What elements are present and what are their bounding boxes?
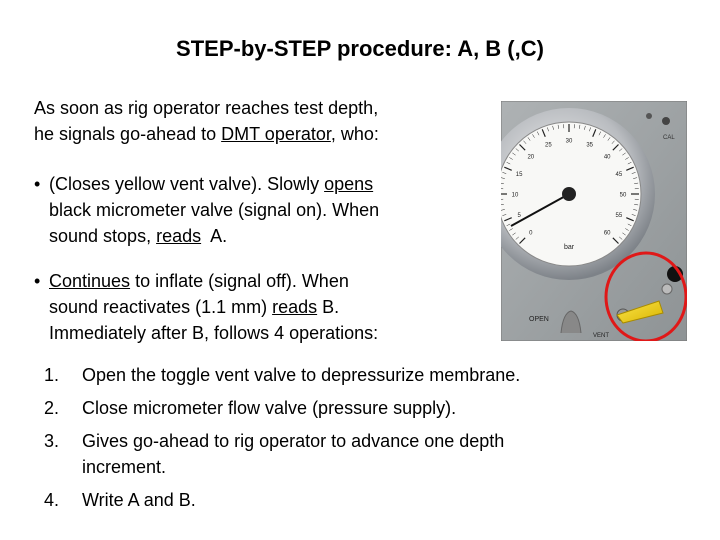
list-number: 4. — [44, 490, 60, 510]
bullet-text-span: B. — [317, 297, 340, 317]
gauge-tick-label: 25 — [544, 142, 552, 149]
intro-paragraph — [34, 95, 379, 147]
intro-line-1: As soon as rig operator reaches test depth, — [34, 98, 379, 118]
cal-label: CAL — [663, 135, 675, 141]
bullet-dot: • — [34, 174, 41, 194]
bullet-text-line: black micrometer valve (signal on). When — [49, 200, 380, 220]
intro-text-end: , who: — [330, 124, 379, 144]
underlined-word: opens — [324, 174, 374, 194]
bullet-text-line: Immediately after B, follows 4 operations: — [49, 323, 379, 343]
gauge-tick-label: 30 — [565, 138, 573, 145]
gauge-tick-label: 45 — [615, 171, 623, 178]
panel-bolt — [646, 113, 652, 119]
gauge-tick-label: 55 — [615, 213, 623, 220]
list-text-line: Gives go-ahead to rig operator to advance one depth — [82, 431, 505, 451]
gauge-tick-label: 60 — [603, 230, 611, 237]
bullet-dot: • — [34, 271, 41, 291]
control-panel-photo — [501, 101, 687, 341]
list-text: Close micrometer flow valve (pressure supply). — [82, 398, 457, 418]
bullet-text — [49, 171, 379, 249]
gauge-tick-label: 5 — [517, 213, 521, 220]
bullet-text-span: to inflate (signal off). When — [130, 271, 349, 291]
gauge-tick-label: 35 — [586, 142, 594, 149]
gauge-unit-label: bar — [563, 244, 575, 251]
dmt-operator-link[interactable]: DMT operator — [221, 124, 331, 144]
gauge-hub — [562, 187, 576, 201]
list-text — [82, 428, 504, 480]
bullet-text-span: (Closes yellow vent valve). Slowly — [49, 174, 325, 194]
gauge-tick-label: 40 — [603, 154, 611, 161]
list-number: 1. — [44, 365, 60, 385]
gauge-tick-label: 20 — [527, 154, 535, 161]
bullet-text-span: A. — [201, 226, 228, 246]
gauge-tick-label: 10 — [511, 192, 519, 199]
bullet-text-span: sound reactivates (1.1 mm) — [49, 297, 273, 317]
bullet-text-span: sound stops, — [49, 226, 157, 246]
underlined-word: reads — [156, 226, 202, 246]
underlined-word: reads — [272, 297, 318, 317]
gauge-tick-label: 15 — [515, 171, 523, 178]
list-text: Write A and B. — [82, 490, 196, 510]
underlined-word: Continues — [49, 271, 131, 291]
panel-bolt — [662, 117, 670, 125]
vent-label: VENT — [593, 333, 610, 339]
intro-text: he signals go-ahead to — [34, 124, 222, 144]
intro-line-2 — [34, 121, 379, 147]
list-text-line: increment. — [82, 457, 167, 477]
gauge-tick-label: 0 — [529, 230, 533, 237]
list-text: Open the toggle vent valve to depressurize membrane. — [82, 365, 521, 385]
gauge-tick-label: 50 — [619, 192, 627, 199]
valve-fitting — [662, 284, 672, 294]
bullet-text — [49, 268, 378, 346]
list-number: 3. — [44, 431, 60, 451]
open-label: OPEN — [529, 316, 549, 323]
slide-title: STEP-by-STEP procedure: A, B (,C) — [176, 36, 544, 61]
list-number: 2. — [44, 398, 60, 418]
